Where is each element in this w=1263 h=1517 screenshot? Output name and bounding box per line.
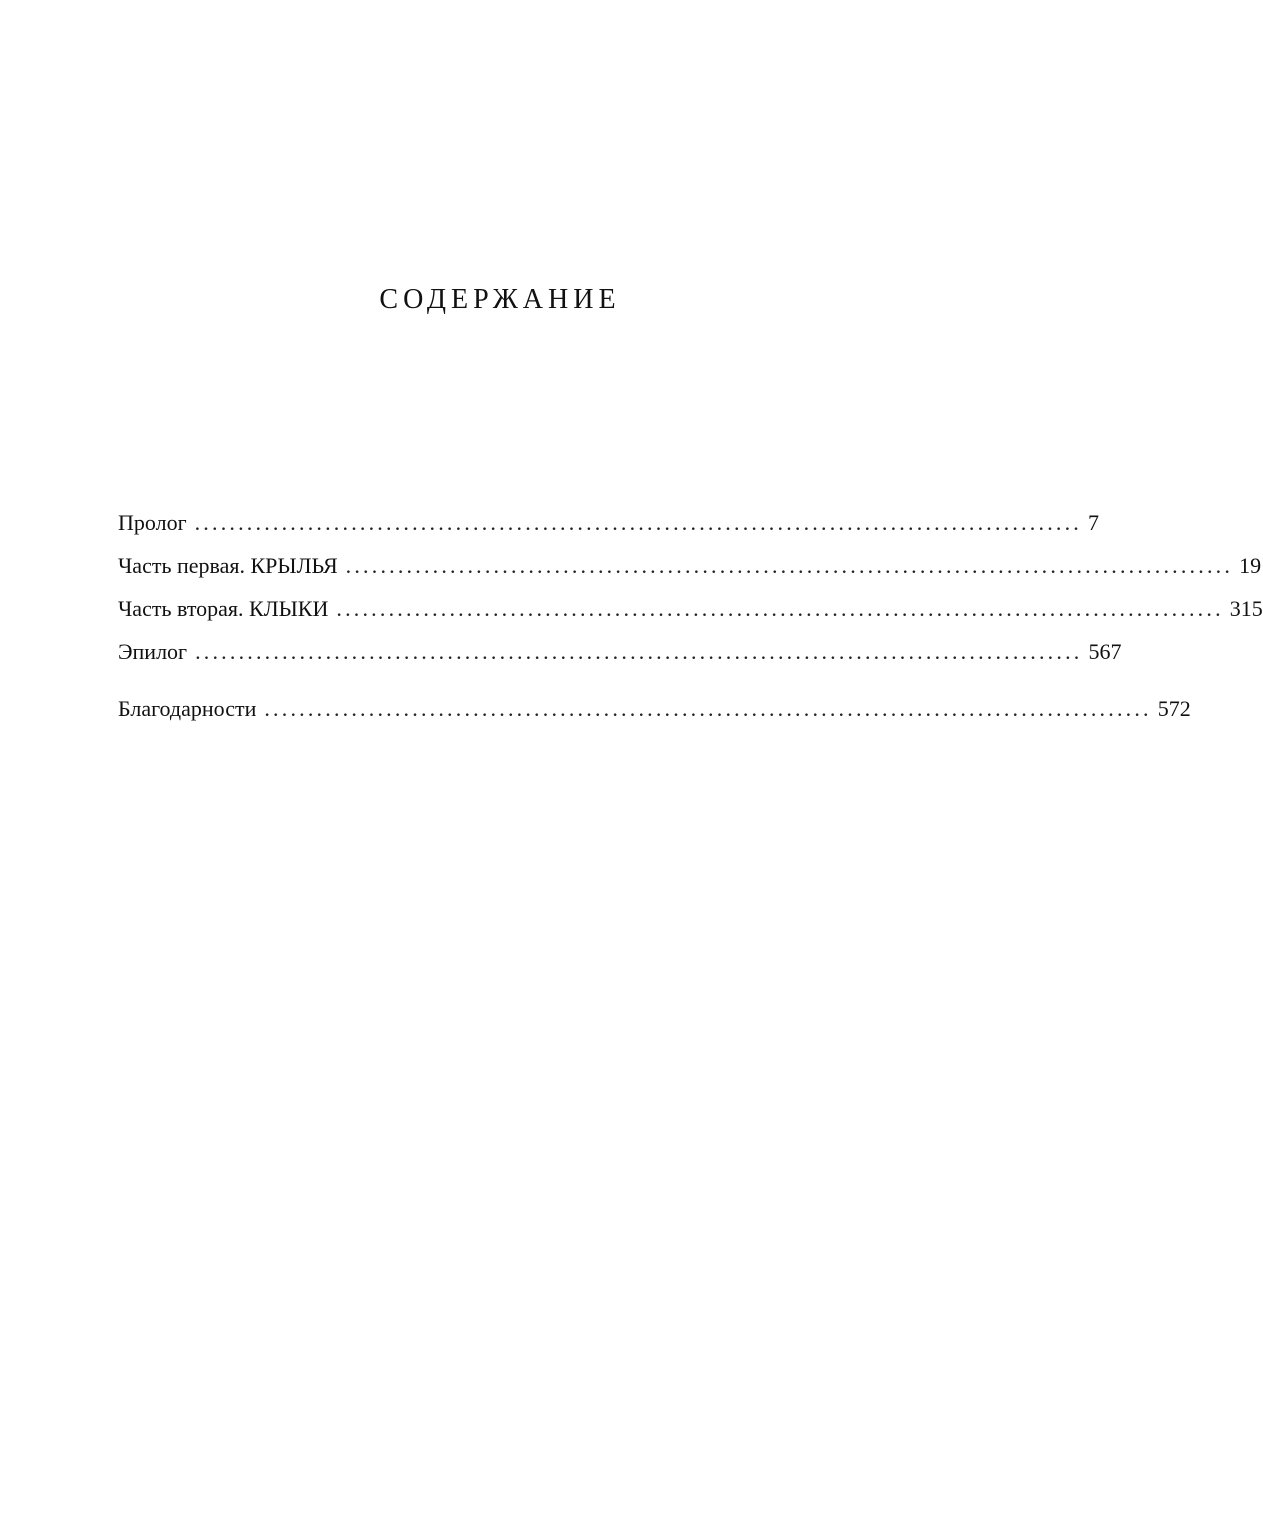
leader-dots: ...................................................................................................... [345, 553, 1234, 578]
toc-entry-label: Часть первая. КРЫЛЬЯ [118, 553, 338, 578]
toc-entry-page: 19 [1239, 553, 1262, 578]
toc-entry-page: 567 [1088, 639, 1122, 664]
toc-entry-page: 7 [1088, 510, 1100, 535]
toc-entry-part-two[interactable] [118, 594, 1263, 624]
leader-dots: ...................................................................................................... [336, 596, 1224, 621]
leader-dots: ...................................................................................................... [194, 510, 1083, 535]
toc-entry-label: Эпилог [118, 639, 188, 664]
leader-dots: ...................................................................................................... [195, 639, 1083, 664]
toc-entry-acknowledgements[interactable] [118, 694, 1191, 724]
toc-entry-label: Пролог [118, 510, 187, 535]
toc-entry-label: Часть вторая. КЛЫКИ [118, 596, 329, 621]
toc-entry-label: Благодарности [118, 696, 257, 721]
toc-entry-page: 315 [1229, 596, 1263, 621]
toc-entry-part-one[interactable] [118, 551, 1262, 581]
toc-entry-page: 572 [1157, 696, 1191, 721]
leader-dots: ...................................................................................................... [264, 696, 1152, 721]
toc-entry-epilogue[interactable] [118, 637, 1122, 667]
contents-title: СОДЕРЖАНИЕ [379, 284, 621, 315]
toc-entry-prologue[interactable] [118, 508, 1100, 538]
